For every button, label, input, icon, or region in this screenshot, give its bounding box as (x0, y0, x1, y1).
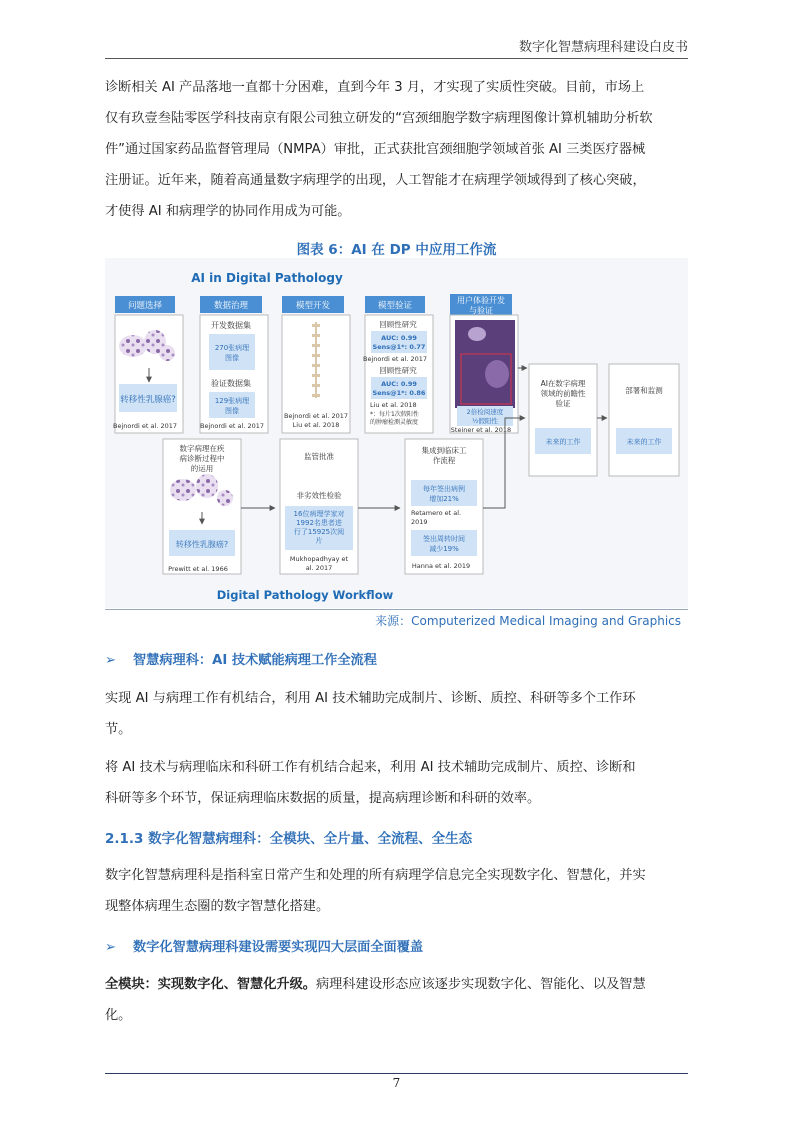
top-title: AI in Digital Pathology (191, 271, 343, 285)
reference: Liu et al. 2018 (370, 401, 417, 409)
reference: Liu et al. 2018 (292, 421, 340, 429)
metric: AUC: 0.99 (381, 334, 417, 342)
text-line: 才使得 AI 和病理学的协同作用成为可能。 (105, 204, 351, 219)
clinical-metric: 每年签出病例 (423, 485, 465, 493)
stage-validation (365, 296, 425, 313)
text-line: 实现 AI 与病理工作有机结合，利用 AI 技术辅助完成制片、诊断、质控、科研等多个工作环 (105, 691, 636, 706)
diagnosis-label: 转移性乳腺癌? (175, 540, 229, 549)
dataset-label: 验证数据集 (211, 379, 251, 388)
stage-label: 数据治理 (213, 301, 249, 311)
footer-rule (105, 1073, 688, 1074)
metric: AUC: 0.99 (381, 380, 417, 388)
deploy-label: 部署和监测 (625, 386, 663, 395)
bullet-heading (105, 936, 423, 955)
page-number: 7 (392, 1076, 401, 1090)
bullet-text: 智慧病理科：AI 技术赋能病理工作全流程 (133, 653, 377, 668)
paragraph (105, 860, 688, 922)
figure-rule (105, 609, 688, 610)
text-line: 化。 (105, 1008, 132, 1023)
figure-source: 来源：Computerized Medical Imaging and Graphics (375, 614, 681, 628)
clinical-metric: 签出周转时间 (423, 535, 465, 543)
paragraph (105, 969, 688, 1031)
text-line: 节。 (105, 722, 132, 737)
regulatory-detail: 片 (315, 537, 323, 545)
dataset-count: 图像 (225, 407, 239, 415)
reference: Retamero et al. (411, 509, 462, 517)
prospective-label: 领域的前瞻性 (540, 389, 586, 398)
stage-label: 用户体验开发 (457, 296, 505, 305)
arrow-bullet-icon: ➢ (105, 940, 117, 955)
text-line: 数字化智慧病理科是指科室日常产生和处理的所有病理学信息完全实现数字化、智慧化，并实 (105, 868, 646, 883)
arrow-bullet-icon: ➢ (105, 653, 117, 668)
text-line: 件”通过国家药品监督管理局（NMPA）审批，正式获批宫颈细胞学领域首张 AI 三类医疗器械 (105, 142, 646, 157)
tissue-image-icon (455, 320, 515, 408)
study-label: 回顾性研究 (379, 366, 417, 375)
paragraph (105, 683, 688, 745)
diagnosis-title: 的运用 (190, 464, 214, 473)
future-work: 未来的工作 (626, 438, 662, 446)
prospective-label: 验证 (555, 399, 571, 408)
future-work: 未来的工作 (545, 438, 581, 446)
reference: 2019 (411, 518, 428, 526)
dataset-count: 270张病理 (214, 344, 250, 352)
intro-paragraph (105, 72, 688, 227)
deploy-panel (609, 364, 679, 476)
footnote: 的肿瘤检测灵敏度 (370, 419, 419, 426)
metric: Sens@1*: 0.77 (372, 343, 426, 351)
bullet-text: 数字化智慧病理科建设需要实现四大层面全面覆盖 (133, 940, 424, 955)
bullet-heading (105, 649, 377, 668)
regulatory-detail: 1992名患者进 (296, 519, 342, 527)
footnote: *：每片1次假阳性 (370, 411, 419, 418)
reference: Bejnordi et al. 2017 (284, 412, 348, 420)
reference: Bejnordi et al. 2017 (200, 422, 264, 430)
reference: Hanna et al. 2019 (411, 562, 471, 570)
header-rule (105, 58, 688, 59)
regulatory-title: 监管批准 (304, 452, 334, 461)
text-run: 病理科建设形态应该逐步实现数字化、智能化、以及智慧 (316, 977, 646, 992)
dataset-count: 图像 (225, 354, 239, 362)
diagnosis-title: 病诊断过程中 (179, 454, 225, 463)
running-header: 数字化智慧病理科建设白皮书 (518, 40, 688, 55)
bottom-title: Digital Pathology Workflow (216, 588, 394, 602)
reference: Steiner et al. 2018 (450, 426, 512, 434)
text-line: 诊断相关 AI 产品落地一直都十分困难，直到今年 3 月，才实现了实质性突破。目前，市场上 (105, 80, 645, 95)
text-line: 将 AI 技术与病理临床和科研工作有机结合起来，利用 AI 技术辅助完成制片、质控、诊断和 (105, 760, 636, 775)
clinical-metric: 增加21% (429, 495, 459, 503)
stage-ux (450, 294, 512, 316)
reference: Bejnordi et al. 2017 (363, 355, 427, 363)
diagnosis-title: 数字病理在疾 (179, 444, 225, 453)
regulatory-detail: 行了15925次阅 (293, 528, 345, 536)
stage-label: 问题选择 (127, 301, 163, 311)
reference: Mukhopadhyay et (289, 555, 349, 563)
stage-label: 与验证 (469, 306, 493, 315)
dataset-label: 开发数据集 (211, 321, 251, 330)
text-line: 仅有玖壹叁陆零医学科技南京有限公司独立研发的“宫颈细胞学数字病理图像计算机辅助分析软 (105, 111, 653, 126)
stage-data (200, 296, 262, 313)
bold-lead: 全模块：实现数字化、智慧化升级。 (105, 977, 316, 992)
workflow-figure (105, 258, 688, 608)
prospective-label: AI在数字病理 (540, 379, 586, 388)
ux-metric: ½假阳性 (472, 417, 498, 425)
regulatory-detail: 16位病理学家对 (293, 510, 345, 518)
text-line: 注册证。近年来，随着高通量数字病理学的出现，人工智能才在病理学领域得到了核心突破， (105, 173, 646, 188)
metric: Sens@1*: 0.86 (372, 389, 426, 397)
regulatory-test: 非劣效性检验 (296, 491, 342, 500)
clinical-metric: 减少19% (429, 545, 459, 553)
reference: Prewitt et al. 1966 (168, 565, 228, 573)
stage-label: 模型验证 (377, 301, 413, 311)
ux-metric: 2倍检阅速度 (466, 408, 504, 416)
text-line: 科研等多个环节，保证病理临床数据的质量，提高病理诊断和科研的效率。 (105, 791, 541, 806)
stage-model (282, 296, 344, 313)
reference: al. 2017 (305, 564, 333, 572)
dataset-count: 129张病理 (214, 397, 250, 405)
paragraph (105, 752, 688, 814)
study-label: 回顾性研究 (379, 320, 417, 329)
stage-problem (115, 296, 175, 313)
clinical-title: 集成到临床工 (421, 446, 467, 455)
problem-label: 转移性乳腺癌? (120, 395, 176, 405)
section-heading: 2.1.3 数字化智慧病理科：全模块、全片量、全流程、全生态 (105, 831, 473, 847)
stage-label: 模型开发 (295, 301, 331, 311)
figure-caption: 图表 6：AI 在 DP 中应用工作流 (296, 242, 497, 258)
text-line (105, 969, 688, 1000)
workflow-diagram (105, 258, 688, 608)
text-line: 现整体病理生态圈的数字智慧化搭建。 (105, 899, 330, 914)
clinical-title: 作流程 (432, 456, 456, 465)
reference: Bejnordi et al. 2017 (113, 422, 177, 430)
